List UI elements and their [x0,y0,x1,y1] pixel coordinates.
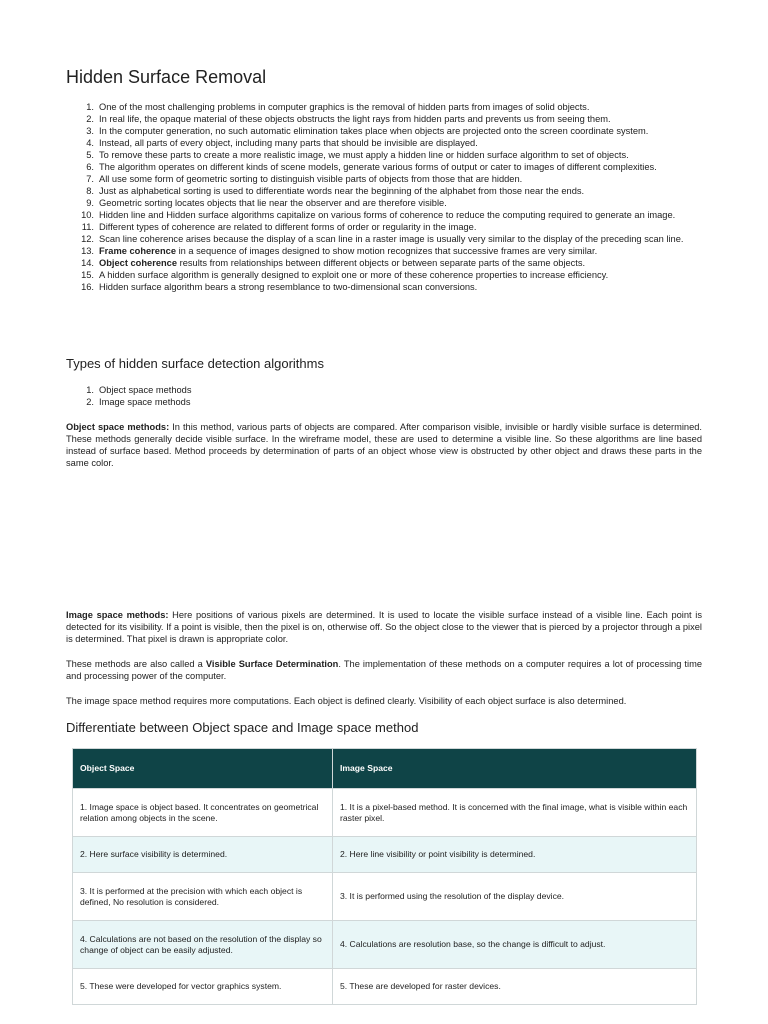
object-space-paragraph: Object space methods: In this method, various parts of objects are compared. After comparison visible, invisible or hardly visible surface is determined. These methods generally decide visible surface. In the wireframe model, these are used to determine a visible line. So these algorithms are line based instead of surface based. Method proceeds by determination of parts of an object whose view is obstructed by other object and draws these parts in the same color. [66,422,702,468]
header-image-space: Image Space [333,749,697,789]
list-item: 15. A hidden surface algorithm is generally designed to exploit one or more of these coherence properties to increase efficiency. [81,270,609,280]
intro-list [66,101,702,293]
table-cell: 3. It is performed using the resolution of the display device. [333,873,697,921]
table-header-row [73,749,697,789]
image-space-paragraph: Image space methods: Here positions of various pixels are determined. It is used to locate the visible surface instead of a visible line. Each point is detected for its visibility. If a point is visible, then the pixel is on, otherwise off. So the object close to the viewer that is pierced by a projector through a pixel is determined. That pixel is drawn is appropriate color. [66,610,703,644]
frame-coherence-term: Frame coherence [99,246,176,256]
list-item: 1. Object space methods [86,385,192,395]
types-heading: Types of hidden surface detection algorithms [66,356,324,371]
header-object-space: Object Space [73,749,333,789]
table-cell: 4. Calculations are not based on the resolution of the display so change of object can be easily adjusted. [73,921,333,969]
image-space-label: Image space methods: [66,610,169,620]
list-item: 11. Different types of coherence are related to different forms of order or regularity in the image. [81,222,477,232]
diff-heading: Differentiate between Object space and Image space method [66,720,419,735]
list-item: 7. All use some form of geometric sorting to distinguish visible parts of objects from those that are hidden. [86,174,523,184]
table-cell: 1. It is a pixel-based method. It is concerned with the final image, what is visible within each raster pixel. [333,789,697,837]
vsd-paragraph: These methods are also called a Visible Surface Determination. The implementation of these methods on a computer requires a lot of processing time and processing power of the computer. [66,659,702,681]
table-cell: 4. Calculations are resolution base, so the change is difficult to adjust. [333,921,697,969]
table-row [73,789,697,837]
table-row [73,969,697,1005]
page-title: Hidden Surface Removal [66,67,267,87]
vsd-term: Visible Surface Determination [205,659,339,669]
list-item: 13. Frame coherence in a sequence of images designed to show motion recognizes that successive frames are very similar. [81,246,598,256]
table-cell: 3. It is performed at the precision with which each object is defined, No resolution is considered. [73,873,333,921]
table-cell: 2. Here line visibility or point visibility is determined. [333,837,697,873]
table-cell: 2. Here surface visibility is determined. [73,837,333,873]
image-space-computation-paragraph: The image space method requires more computations. Each object is defined clearly. Visibility of each object surface is also determined. [66,696,627,706]
table-row [73,921,697,969]
list-item: 8. Just as alphabetical sorting is used to differentiate words near the beginning of the alphabet from those near the ends. [86,186,585,196]
table-row [73,837,697,873]
list-item: 5. To remove these parts to create a more realistic image, we must apply a hidden line or hidden surface algorithm to set of objects. [86,150,629,160]
list-item: 12. Scan line coherence arises because the display of a scan line in a raster image is usually very similar to the display of the preceding scan line. [81,234,684,244]
list-item: 6. The algorithm operates on different kinds of scene models, generate various forms of output or cater to images of different complexities. [86,162,657,172]
list-item: 1. One of the most challenging problems in computer graphics is the removal of hidden parts from images of solid objects. [86,102,590,112]
list-item: 2. Image space methods [86,397,191,407]
list-item: 10. Hidden line and Hidden surface algorithms capitalize on various forms of coherence to reduce the computing required to generate an image. [81,210,676,220]
table-cell: 5. These were developed for vector graphics system. [73,969,333,1005]
list-item: 9. Geometric sorting locates objects that lie near the observer and are therefore visible. [86,198,447,208]
list-item: 2. In real life, the opaque material of these objects obstructs the light rays from hidden parts and prevents us from seeing them. [86,114,611,124]
table-cell: 1. Image space is object based. It concentrates on geometrical relation among objects in the scene. [73,789,333,837]
list-item: 16. Hidden surface algorithm bears a strong resemblance to two-dimensional scan conversions. [81,282,478,292]
table-cell: 5. These are developed for raster devices. [333,969,697,1005]
list-item: 3. In the computer generation, no such automatic elimination takes place when objects are projected onto the screen coordinate system. [86,126,649,136]
comparison-table [72,748,697,1005]
object-coherence-term: Object coherence [99,258,178,268]
object-space-label: Object space methods: [66,422,170,432]
table-row [73,873,697,921]
list-item: 14. Object coherence results from relationships between different objects or between separate parts of the same objects. [81,258,586,268]
types-list [66,384,702,408]
list-item: 4. Instead, all parts of every object, including many parts that should be invisible are displayed. [86,138,478,148]
